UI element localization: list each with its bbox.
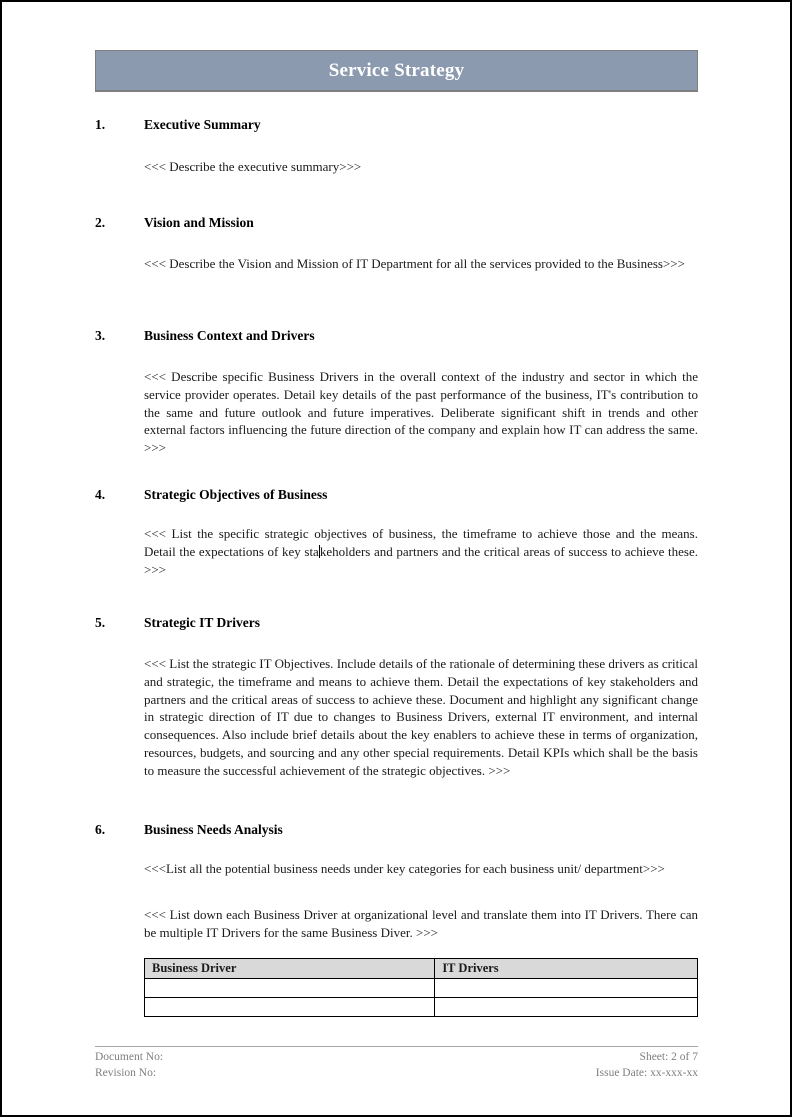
table-cell[interactable] [145,979,435,998]
section-number: 1. [95,117,106,132]
paragraph-business-context[interactable]: <<< Describe specific Business Drivers in the overall context of the industry and sector in which the service provider operates. Detail key details of the past performance of the business, IT's contribution to the same and future outlook and future imperatives. Deliberate significant shift in trends and other external factors influencing the future direction of the company and explain how IT can address the same. >>> [144,369,698,456]
section-heading-strategic-it-drivers [95,615,698,631]
footer-right [596,1050,698,1081]
section-title: Vision and Mission [144,215,254,230]
section-heading-vision-mission [95,215,698,231]
paragraph-text-before-caret: <<< List the specific strategic objectives of business, the timeframe to achieve those and the means. Detail the expectations of key sta [144,526,698,559]
table-header-it-drivers: IT Drivers [435,959,698,979]
table-cell[interactable] [145,998,435,1017]
table-cell[interactable] [435,979,698,998]
section-number: 6. [95,822,106,837]
paragraph-business-needs-2[interactable]: <<< List down each Business Driver at organizational level and translate them into IT Drivers. There can be multiple IT Drivers for the same Business Diver. >>> [144,907,698,940]
section-title: Executive Summary [144,117,261,132]
section-title: Strategic IT Drivers [144,615,260,630]
section-heading-business-needs-analysis [95,822,698,838]
section-heading-business-context [95,328,698,344]
table-header-row [145,959,698,979]
footer-revision-no: Revision No: [95,1066,157,1079]
business-driver-table [144,958,698,1017]
section-heading-executive-summary [95,117,698,133]
document-title: Service Strategy [328,59,465,81]
section-title: Business Needs Analysis [144,822,283,837]
footer-sheet-number: Sheet: 2 of 7 [639,1051,698,1063]
paragraph-business-needs-1[interactable]: <<<List all the potential business needs under key categories for each business unit/ department>>> [144,861,665,876]
paragraph-text-after-caret: keholders and partners and the critical areas of success to achieve these. >>> [144,543,698,577]
title-banner [95,50,698,92]
paragraph-strategic-it-drivers[interactable]: <<< List the strategic IT Objectives. Include details of the rationale of determining these drivers as critical and strategic, the timeframe and means to achieve them. Detail the expectations of key stakeholders and partners and the critical areas of success to achieve these. Document and highlight any significant change in strategic direction of IT due to changes to Business Drivers, external IT environment, and internal consequences. Also include brief details about the key enablers to achieve these in terms of organization, resources, budgets, and sourcing and any other special requirements. Detail KPIs which shall be the basis to measure the successful achievement of the strategic objectives. >>> [144,656,698,778]
table-row [145,998,698,1017]
section-number: 5. [95,615,106,630]
section-title: Strategic Objectives of Business [144,487,328,502]
footer-document-no: Document No: [95,1051,164,1063]
page-footer [95,1046,698,1081]
section-number: 4. [95,487,106,502]
section-number: 2. [95,215,106,230]
section-title: Business Context and Drivers [144,328,315,343]
paragraph-strategic-objectives[interactable] [144,525,698,578]
table-header-business-driver: Business Driver [145,959,435,979]
table-cell[interactable] [435,998,698,1017]
paragraph-executive-summary[interactable]: <<< Describe the executive summary>>> [144,159,362,174]
table-row [145,979,698,998]
footer-issue-date: Issue Date: xx-xxx-xx [595,1066,698,1079]
footer-left [95,1050,163,1081]
paragraph-vision-mission[interactable]: <<< Describe the Vision and Mission of IT Department for all the services provided to the Business>>> [144,256,685,271]
section-heading-strategic-objectives [95,487,698,503]
section-number: 3. [95,328,106,343]
